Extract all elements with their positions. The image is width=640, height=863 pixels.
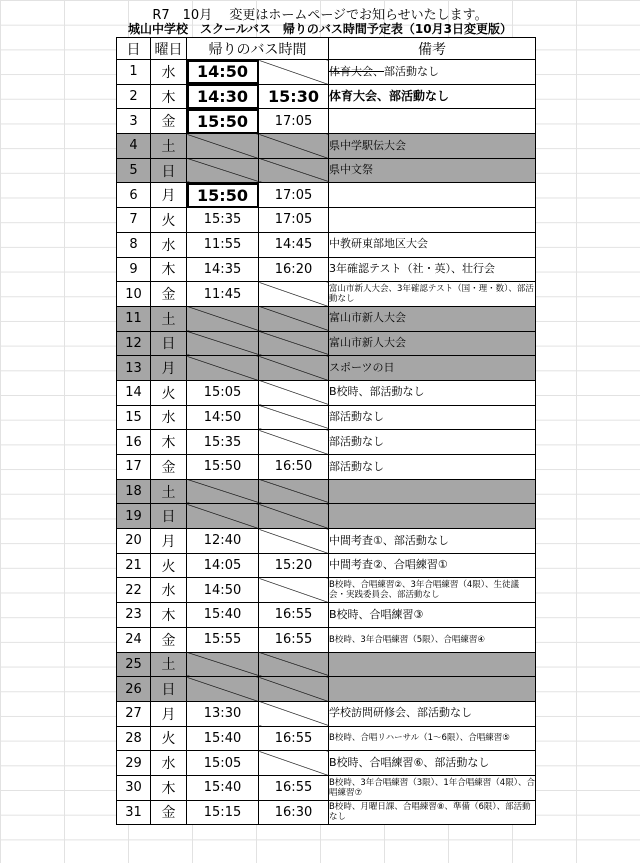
bus-time-2-empty: [259, 652, 329, 677]
note-cell: [329, 134, 536, 159]
note-text: 富山市新人大会、3年確認テスト（国・理・数）、部活動なし: [329, 283, 534, 305]
weekday-cell: 日: [151, 504, 187, 529]
table-row: [117, 529, 536, 554]
note-cell: [329, 455, 536, 480]
bus-time-2-cell: 16:55: [259, 603, 329, 628]
note-cell: [329, 109, 536, 134]
note-text: 部活動なし: [384, 64, 439, 78]
table-row: [117, 134, 536, 159]
bus-time-2-cell: 16:20: [259, 257, 329, 282]
bus-time-1-empty: [187, 504, 259, 529]
weekday-cell: 月: [151, 529, 187, 554]
bus-time-1-empty: [187, 356, 259, 381]
bus-time-1-cell: 15:05: [187, 380, 259, 405]
weekday-cell: 木: [151, 603, 187, 628]
table-row: [117, 257, 536, 282]
table-row: [117, 158, 536, 183]
bus-time-1-empty: [187, 158, 259, 183]
day-cell: 12: [117, 331, 151, 356]
bus-time-1-empty: [187, 677, 259, 702]
bus-time-1-empty: [187, 306, 259, 331]
bus-time-2-cell: 17:05: [259, 208, 329, 233]
bus-time-2-empty: [259, 282, 329, 307]
bus-time-2-cell: 15:20: [259, 553, 329, 578]
note-text: B校時、合唱練習⑥、部活動なし: [329, 755, 490, 769]
weekday-cell: 水: [151, 60, 187, 85]
col-header-day: 日: [117, 38, 151, 60]
bus-time-2-cell: 16:30: [259, 800, 329, 825]
weekday-cell: 金: [151, 800, 187, 825]
bus-time-2-cell: 15:30: [259, 84, 329, 109]
weekday-cell: 金: [151, 627, 187, 652]
bus-time-2-empty: [259, 677, 329, 702]
table-row: [117, 356, 536, 381]
note-cell: [329, 60, 536, 85]
note-cell: [329, 529, 536, 554]
note-cell: [329, 84, 536, 109]
weekday-cell: 土: [151, 479, 187, 504]
note-text: 学校訪問研修会、部活動なし: [329, 706, 472, 720]
bus-time-2-empty: [259, 380, 329, 405]
weekday-cell: 金: [151, 109, 187, 134]
day-cell: 4: [117, 134, 151, 159]
bus-time-2-empty: [259, 306, 329, 331]
day-cell: 19: [117, 504, 151, 529]
table-row: [117, 751, 536, 776]
day-cell: 26: [117, 677, 151, 702]
table-row: [117, 800, 536, 825]
day-cell: 13: [117, 356, 151, 381]
table-row: [117, 479, 536, 504]
bus-time-1-cell: 15:40: [187, 603, 259, 628]
note-cell: [329, 257, 536, 282]
day-cell: 20: [117, 529, 151, 554]
note-cell: [329, 553, 536, 578]
note-text: B校時、合唱リハーサル（1～6限）、合唱練習⑤: [329, 733, 510, 744]
bus-time-1-cell: 14:50: [187, 60, 259, 85]
table-row: [117, 60, 536, 85]
table-row: [117, 380, 536, 405]
bus-time-2-cell: 16:55: [259, 726, 329, 751]
table-row: [117, 726, 536, 751]
bus-time-2-cell: 17:05: [259, 183, 329, 208]
weekday-cell: 土: [151, 134, 187, 159]
note-cell: [329, 331, 536, 356]
bus-time-1-cell: 14:50: [187, 405, 259, 430]
bus-time-1-cell: 15:35: [187, 208, 259, 233]
weekday-cell: 木: [151, 84, 187, 109]
weekday-cell: 火: [151, 553, 187, 578]
note-text: B校時、合唱練習②、3年合唱練習（4限）、生徒議会・実践委員会、部活動なし: [329, 580, 520, 601]
bus-time-2-empty: [259, 479, 329, 504]
weekday-cell: 火: [151, 208, 187, 233]
bus-time-1-cell: 14:05: [187, 553, 259, 578]
table-row: [117, 553, 536, 578]
bus-time-1-cell: 15:40: [187, 775, 259, 800]
table-row: [117, 306, 536, 331]
note-cell: [329, 726, 536, 751]
note-cell: [329, 158, 536, 183]
weekday-cell: 月: [151, 356, 187, 381]
day-cell: 22: [117, 578, 151, 603]
bus-time-1-cell: 15:15: [187, 800, 259, 825]
note-cell: [329, 751, 536, 776]
note-text: B校時、部活動なし: [329, 385, 425, 399]
table-row: [117, 84, 536, 109]
note-cell: [329, 627, 536, 652]
note-text: B校時、月曜日課、合唱練習⑧、準備（6限）、部活動なし: [329, 802, 531, 823]
day-cell: 29: [117, 751, 151, 776]
note-text: 部活動なし: [329, 459, 384, 473]
weekday-cell: 土: [151, 652, 187, 677]
day-cell: 11: [117, 306, 151, 331]
bus-time-2-empty: [259, 331, 329, 356]
note-cell: [329, 504, 536, 529]
table-row: [117, 504, 536, 529]
note-text: 中間考査①、部活動なし: [329, 533, 449, 547]
table-row: [117, 455, 536, 480]
table-row: [117, 232, 536, 257]
bus-time-1-empty: [187, 479, 259, 504]
note-cell: [329, 232, 536, 257]
note-text: B校時、3年合唱練習（3限）、1年合唱練習（4限）、合唱練習⑦: [329, 777, 535, 798]
day-cell: 28: [117, 726, 151, 751]
day-cell: 18: [117, 479, 151, 504]
table-row: [117, 677, 536, 702]
weekday-cell: 土: [151, 306, 187, 331]
note-text: B校時、合唱練習③: [329, 607, 424, 621]
note-text: 富山市新人大会: [329, 311, 406, 325]
bus-schedule-table: [116, 37, 536, 825]
bus-time-2-empty: [259, 158, 329, 183]
bus-time-1-cell: 15:50: [187, 455, 259, 480]
note-cell: [329, 183, 536, 208]
weekday-cell: 水: [151, 751, 187, 776]
table-row: [117, 109, 536, 134]
weekday-cell: 火: [151, 726, 187, 751]
weekday-cell: 木: [151, 257, 187, 282]
header-line-1: R7 10月 変更はホームページでお知らせいたします。: [152, 8, 488, 23]
bus-time-1-cell: 15:05: [187, 751, 259, 776]
bus-time-1-cell: 15:55: [187, 627, 259, 652]
table-row: [117, 701, 536, 726]
weekday-cell: 日: [151, 677, 187, 702]
day-cell: 14: [117, 380, 151, 405]
weekday-cell: 月: [151, 183, 187, 208]
note-cell: [329, 701, 536, 726]
day-cell: 15: [117, 405, 151, 430]
note-cell: [329, 380, 536, 405]
note-cell: [329, 430, 536, 455]
day-cell: 30: [117, 775, 151, 800]
note-cell: [329, 405, 536, 430]
bus-time-2-empty: [259, 578, 329, 603]
table-row: [117, 430, 536, 455]
bus-time-2-cell: 16:55: [259, 775, 329, 800]
day-cell: 24: [117, 627, 151, 652]
note-text: 部活動なし: [329, 410, 384, 424]
bus-time-2-empty: [259, 504, 329, 529]
note-cell: [329, 479, 536, 504]
weekday-cell: 金: [151, 455, 187, 480]
weekday-cell: 水: [151, 232, 187, 257]
weekday-cell: 月: [151, 701, 187, 726]
note-cell: [329, 208, 536, 233]
table-row: [117, 578, 536, 603]
bus-time-2-empty: [259, 405, 329, 430]
weekday-cell: 木: [151, 430, 187, 455]
note-text: 体育大会、部活動なし: [329, 88, 450, 103]
table-row: [117, 208, 536, 233]
table-row: [117, 775, 536, 800]
bus-time-1-cell: 15:35: [187, 430, 259, 455]
note-cell: [329, 603, 536, 628]
note-cell: [329, 775, 536, 800]
note-text: 富山市新人大会: [329, 336, 406, 350]
day-cell: 25: [117, 652, 151, 677]
bus-time-1-cell: 14:35: [187, 257, 259, 282]
bus-time-2-empty: [259, 60, 329, 85]
bus-time-2-cell: 16:50: [259, 455, 329, 480]
bus-time-1-empty: [187, 652, 259, 677]
weekday-cell: 日: [151, 331, 187, 356]
col-header-note: 備考: [329, 38, 536, 60]
day-cell: 10: [117, 282, 151, 307]
note-text: 中間考査②、合唱練習①: [329, 558, 448, 572]
day-cell: 16: [117, 430, 151, 455]
day-cell: 3: [117, 109, 151, 134]
bus-time-2-empty: [259, 529, 329, 554]
day-cell: 31: [117, 800, 151, 825]
weekday-cell: 木: [151, 775, 187, 800]
bus-time-1-cell: 14:50: [187, 578, 259, 603]
note-cell: [329, 282, 536, 307]
day-cell: 2: [117, 84, 151, 109]
col-header-dow: 曜日: [151, 38, 187, 60]
bus-time-1-cell: 12:40: [187, 529, 259, 554]
day-cell: 27: [117, 701, 151, 726]
bus-time-1-cell: 11:55: [187, 232, 259, 257]
bus-time-2-empty: [259, 751, 329, 776]
note-text: 県中文祭: [329, 163, 373, 177]
weekday-cell: 火: [151, 380, 187, 405]
weekday-cell: 水: [151, 578, 187, 603]
table-row: [117, 282, 536, 307]
weekday-cell: 日: [151, 158, 187, 183]
day-cell: 8: [117, 232, 151, 257]
header-line-2: 城山中学校 スクールバス 帰りのバス時間予定表（10月3日変更版）: [128, 22, 512, 36]
note-cell: [329, 356, 536, 381]
bus-time-1-cell: 15:50: [187, 109, 259, 134]
note-cell: [329, 578, 536, 603]
day-cell: 1: [117, 60, 151, 85]
bus-time-1-empty: [187, 331, 259, 356]
bus-time-2-cell: 16:55: [259, 627, 329, 652]
bus-time-1-empty: [187, 134, 259, 159]
day-cell: 23: [117, 603, 151, 628]
table-row: [117, 331, 536, 356]
bus-time-1-cell: 15:50: [187, 183, 259, 208]
bus-time-1-cell: 13:30: [187, 701, 259, 726]
note-text: 部活動なし: [329, 434, 384, 448]
note-text: B校時、3年合唱練習（5限）、合唱練習④: [329, 634, 486, 645]
day-cell: 17: [117, 455, 151, 480]
weekday-cell: 水: [151, 405, 187, 430]
weekday-cell: 金: [151, 282, 187, 307]
bus-time-2-empty: [259, 134, 329, 159]
bus-time-2-empty: [259, 356, 329, 381]
note-cell: [329, 800, 536, 825]
bus-time-1-cell: 14:30: [187, 84, 259, 109]
bus-time-2-cell: 17:05: [259, 109, 329, 134]
note-text: 県中学駅伝大会: [329, 138, 406, 152]
bus-time-1-cell: 11:45: [187, 282, 259, 307]
col-header-bus-time: 帰りのバス時間: [187, 38, 329, 60]
header-row: [117, 38, 536, 60]
bus-time-1-cell: 15:40: [187, 726, 259, 751]
note-cell: [329, 652, 536, 677]
note-text: スポーツの日: [329, 360, 395, 374]
note-struck-text: 体育大会、: [329, 64, 384, 78]
table-row: [117, 405, 536, 430]
bus-time-2-empty: [259, 701, 329, 726]
table-row: [117, 627, 536, 652]
day-cell: 21: [117, 553, 151, 578]
note-cell: [329, 677, 536, 702]
note-text: 中教研東部地区大会: [329, 237, 428, 251]
day-cell: 5: [117, 158, 151, 183]
note-cell: [329, 306, 536, 331]
day-cell: 6: [117, 183, 151, 208]
day-cell: 7: [117, 208, 151, 233]
day-cell: 9: [117, 257, 151, 282]
table-row: [117, 183, 536, 208]
bus-time-2-empty: [259, 430, 329, 455]
note-text: 3年確認テスト（社・英）、壮行会: [329, 262, 496, 276]
table-row: [117, 652, 536, 677]
table-row: [117, 603, 536, 628]
bus-time-2-cell: 14:45: [259, 232, 329, 257]
